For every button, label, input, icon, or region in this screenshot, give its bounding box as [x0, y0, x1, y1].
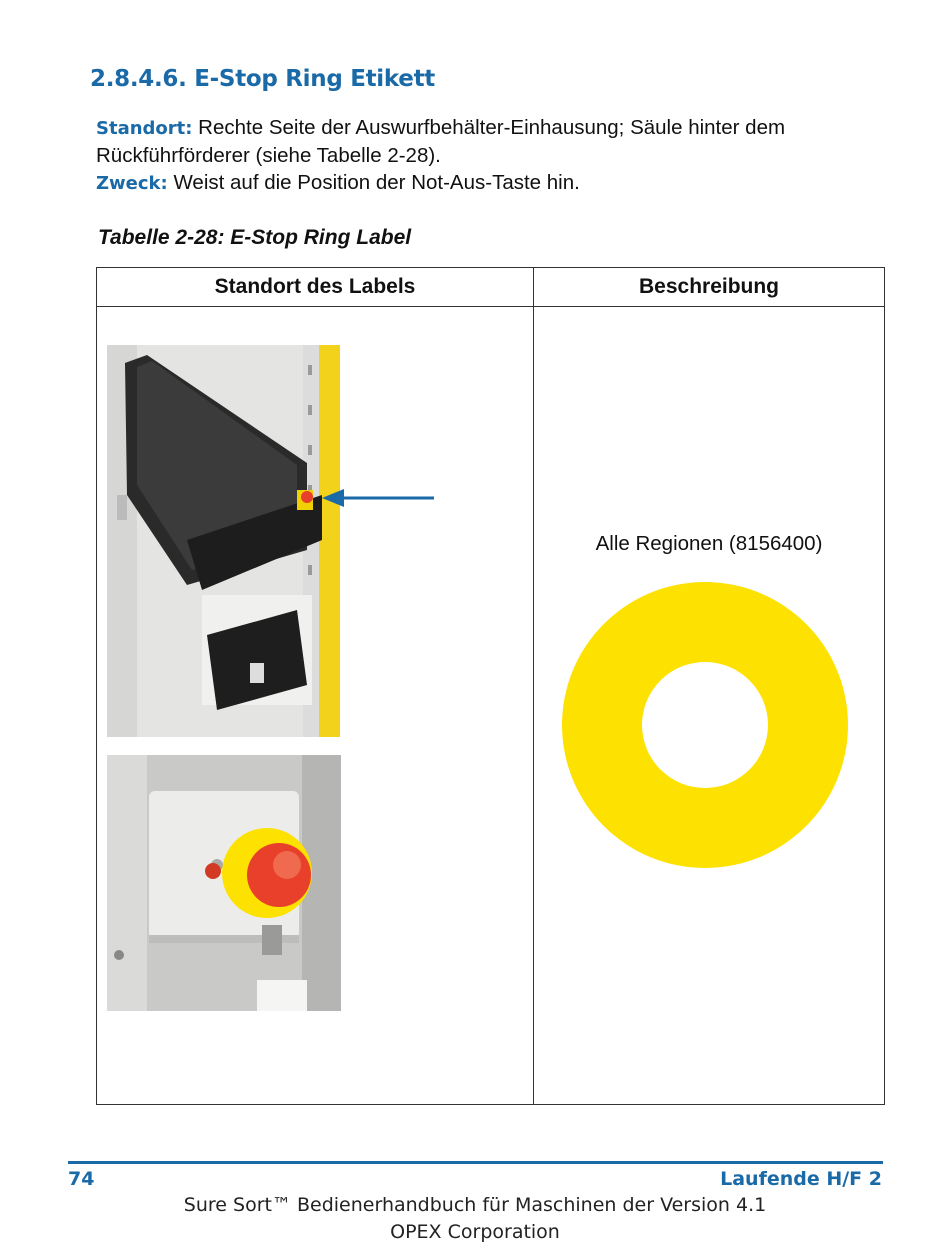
- description-cell: [534, 307, 885, 1105]
- header-description: Beschreibung: [534, 268, 885, 307]
- section-heading: 2.8.4.6. E-Stop Ring Etikett: [90, 66, 435, 92]
- location-text: Rechte Seite der Auswurfbehälter-Einhausung; Säule hinter dem Rückführförderer (siehe Tabelle 2-28).: [96, 116, 786, 167]
- region-label: Alle Regionen (8156400): [595, 532, 823, 555]
- footer-title: Sure Sort™ Bedienerhandbuch für Maschinen der Version 4.1: [183, 1194, 767, 1216]
- label-table: [96, 267, 885, 1105]
- estop-closeup-photo: [107, 755, 341, 1011]
- location-cell: [97, 307, 534, 1105]
- footer-rule: [68, 1161, 883, 1164]
- table-row: [97, 307, 885, 1105]
- enclosure-photo: [107, 345, 340, 737]
- table-caption: Tabelle 2-28: E-Stop Ring Label: [98, 226, 412, 249]
- purpose-label: Zweck:: [96, 173, 168, 194]
- footer-company: OPEX Corporation: [390, 1221, 560, 1243]
- arrow-icon: [322, 487, 437, 509]
- page-number: 74: [68, 1168, 95, 1190]
- footer-document-label: Laufende H/F 2: [720, 1168, 882, 1190]
- header-label-location: Standort des Labels: [97, 268, 534, 307]
- location-label: Standort:: [96, 118, 193, 139]
- purpose-text: Weist auf die Position der Not-Aus-Taste hin.: [173, 171, 580, 194]
- location-paragraph: [96, 114, 886, 169]
- table-header-row: [97, 268, 885, 307]
- purpose-paragraph: [96, 169, 886, 197]
- estop-ring-icon: [562, 582, 848, 868]
